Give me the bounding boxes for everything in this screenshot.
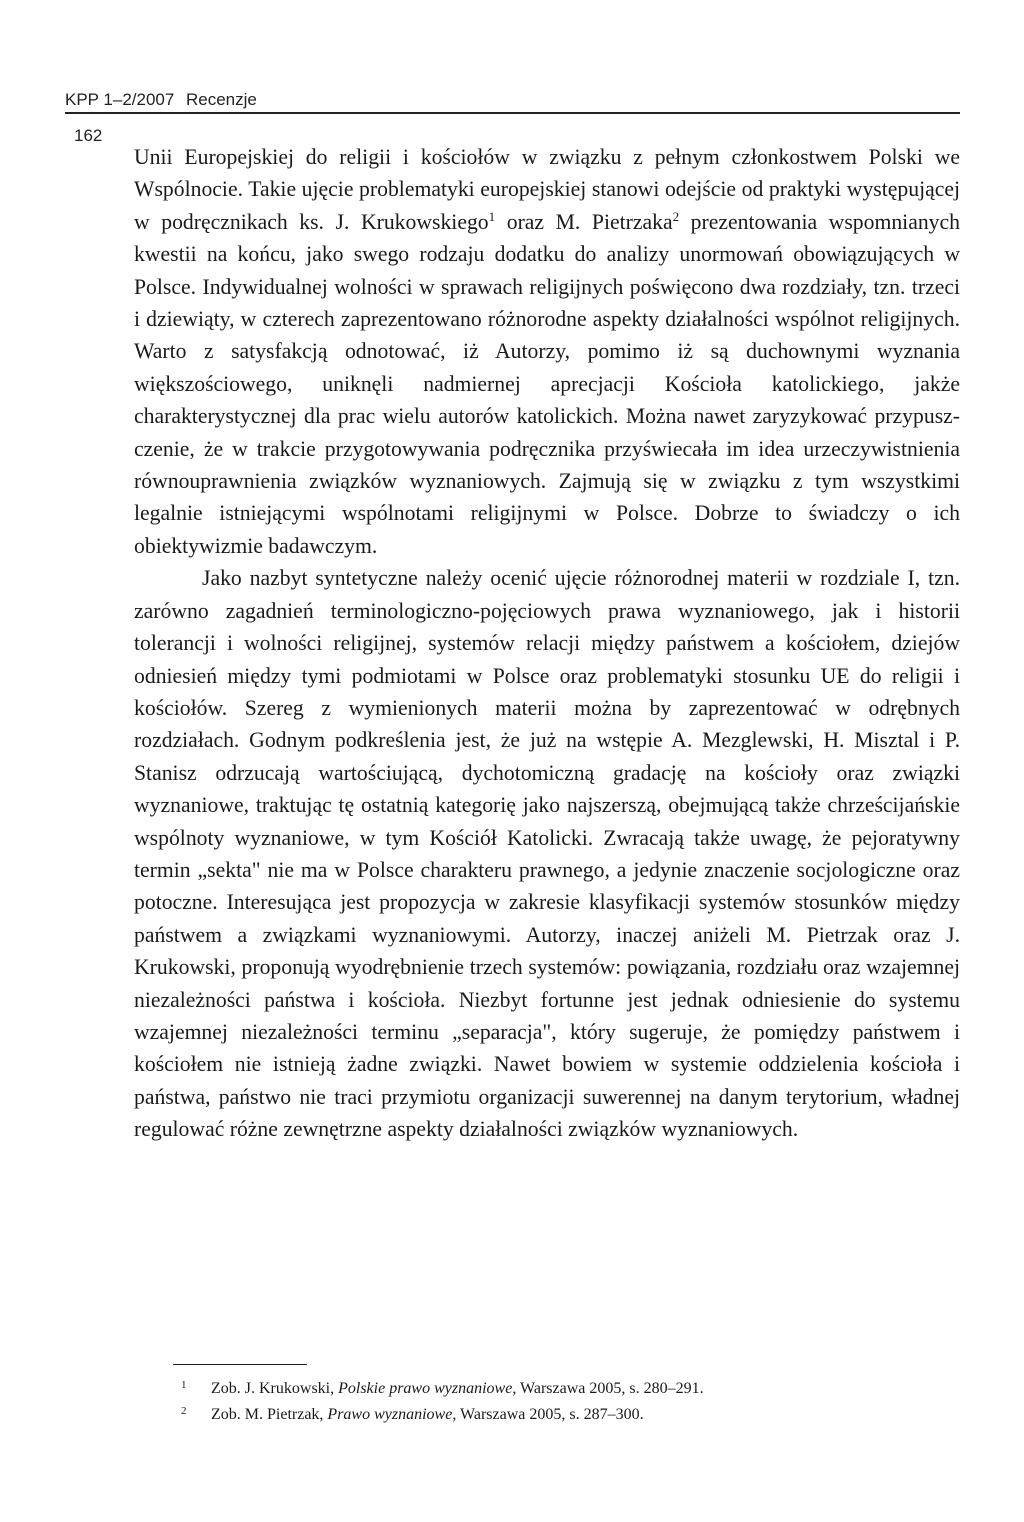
journal-issue: KPP 1–2/2007 [65,90,175,109]
footnote-ref-2[interactable]: 2 [672,208,680,224]
footnotes [173,1376,960,1428]
footnote-book-title: Prawo wyznaniowe [327,1406,453,1423]
footnote-text: Zob. J. Krukowski, [211,1380,339,1397]
footnote-2 [173,1402,960,1428]
footnote-ref-1[interactable]: 1 [488,208,496,224]
paragraph-1-part-3: prezentowania wspomnianych kwestii na końcu, jako swego rodzaju dodatku do analizy unormowań obowiązujących w Polsce. Indywidualnej wolności w sprawach religijnych poświęcono dwa rozdziały, tzn. trzeci i dziewiąty, w czterech zaprezentowano różnorodne aspekty działalności wspólnot religijnych. Warto z satysfakcją odnotować, iż Autorzy, pomimo iż są duchownymi wyznania większościowego, uniknęli nadmiernej aprecjacji Kościoła katolickiego, jakże charakterystycznej dla prac wielu autorów katolickich. Można nawet zaryzykować przypuszczenie, że w trakcie przygotowywania podręcznika przyświecała im idea urzeczywistnienia równouprawnienia związków wyznaniowych. Zajmują się w związku z tym wszystkimi legalnie istniejącymi wspólnotami religijnymi w Polsce. Dobrze to świadczy o ich obiektywizmie badawczym. [134,209,960,558]
footnote-1 [173,1376,960,1402]
footnote-number: 1 [181,1379,187,1391]
footnote-rule [173,1364,307,1365]
page-number: 162 [74,126,103,145]
main-text [134,141,960,1146]
paragraph-1-part-1: Unii Europejskiej do religii i kościołów w związku z pełnym członkostwem Polski we Wspólnocie. Takie ujęcie problematyki europejskiej stanowi odejście od praktyki występującej w podręcznikach ks. J. Krukowskiego [134,145,960,234]
header-rule [65,112,960,114]
section-title: Recenzje [186,90,257,109]
paragraph-1 [134,141,960,562]
footnote-text: , Warszawa 2005, s. 280–291. [512,1380,704,1397]
footnote-number: 2 [181,1405,187,1417]
footnote-text: Zob. M. Pietrzak, [211,1406,328,1423]
footnote-text: , Warszawa 2005, s. 287–300. [452,1406,644,1423]
paragraph-1-part-2: oraz M. Pietrzaka [495,209,673,234]
footnote-book-title: Polskie prawo wyznaniowe [338,1380,513,1397]
paragraph-2: Jako nazbyt syntetyczne należy ocenić ujęcie różnorodnej materii w rozdziale I, tzn. zarówno zagadnień terminologiczno-pojęciowych prawa wyznaniowego, jak i historii tolerancji i wolności religijnej, systemów relacji między państwem a kościołem, dziejów odniesień między tymi podmiotami w Polsce oraz problematyki stosunku UE do religii i kościołów. Szereg z wymienionych materii można by zaprezentować w odrębnych rozdziałach. Godnym podkreślenia jest, że już na wstępie A. Mezglewski, H. Misztal i P. Stanisz odrzucają wartościującą, dychotomiczną gradację na kościoły oraz związki wyznaniowe, traktując tę ostatnią kategorię jako najszerszą, obejmującą także chrześcijańskie wspólnoty wyznaniowe, w tym Kościół Katolicki. Zwracają także uwagę, że pejoratywny termin „sekta" nie ma w Polsce charakteru prawnego, a jedynie znaczenie socjologiczne oraz potoczne. Interesująca jest propozycja w zakresie klasyfikacji systemów stosunków między państwem a związkami wyznaniowymi. Autorzy, inaczej aniżeli M. Pietrzak oraz J. Krukowski, proponują wyodrębnienie trzech systemów: powiązania, rozdziału oraz wzajemnej niezależności państwa i kościoła. Niezbyt fortunne jest jednak odniesienie do systemu wzajemnej niezależności terminu „separacja", który sugeruje, że pomiędzy państwem i kościołem nie istnieją żadne związki. Nawet bowiem w systemie oddzielenia kościoła i państwa, państwo nie traci przymiotu organizacji suwerennej na danym terytorium, władnej regulować różne zewnętrzne aspekty działalności związków wyznaniowych. [134,566,960,1142]
running-header [65,88,960,114]
